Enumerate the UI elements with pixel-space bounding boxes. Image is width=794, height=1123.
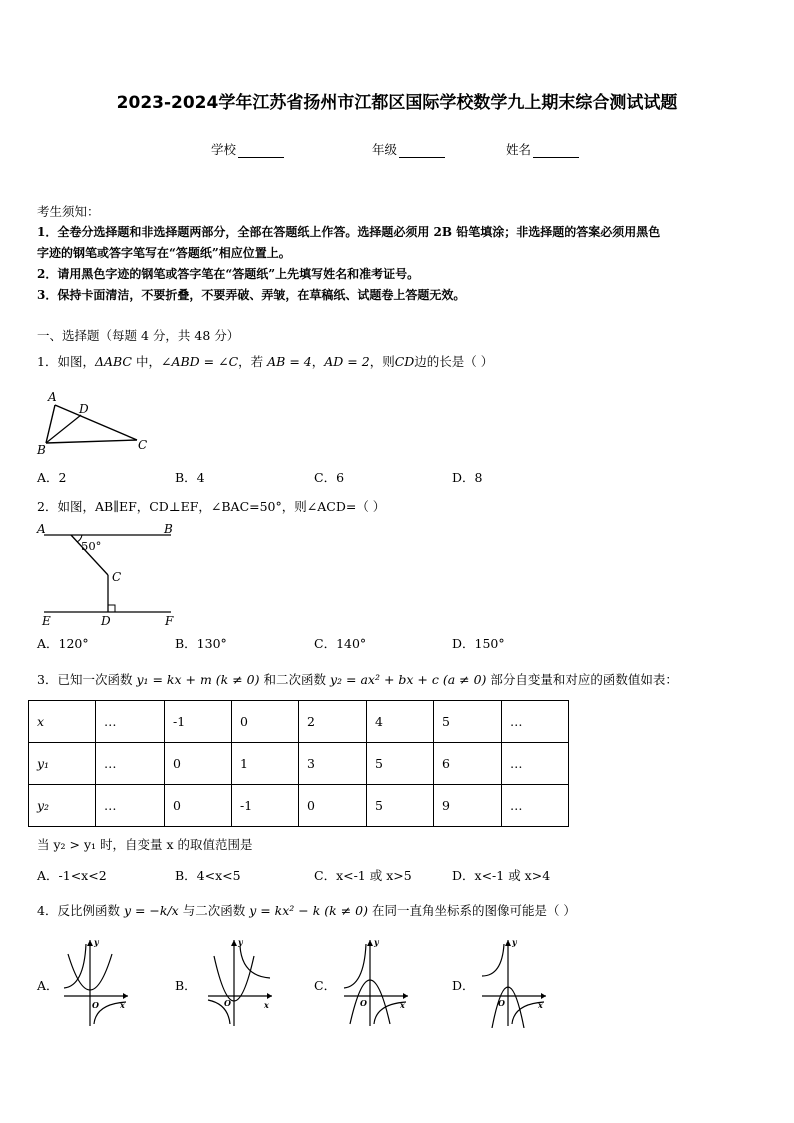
x-label: x bbox=[538, 1000, 543, 1010]
y-label: y bbox=[238, 937, 243, 947]
table-cell: 2 bbox=[299, 701, 367, 743]
q1-triangle: ΔABC bbox=[94, 354, 132, 369]
table-cell: -1 bbox=[165, 701, 232, 743]
table-cell: 0 bbox=[165, 743, 232, 785]
q1-suffix: 边的长是（ ） bbox=[414, 354, 494, 369]
y-label: y bbox=[374, 937, 379, 947]
q1-sep: ， bbox=[311, 354, 325, 369]
q1-cond2: AB = 4 bbox=[267, 354, 312, 369]
origin-label: O bbox=[92, 1000, 99, 1010]
x-label: x bbox=[400, 1000, 405, 1010]
q2-option-d[interactable]: D．150° bbox=[452, 636, 505, 651]
notice-line-1: 1．全卷分选择题和非选择题两部分，全部在答题纸上作答。选择题必须用 2B 铅笔填涂；非选择题的答案必须用黑色 bbox=[37, 225, 661, 239]
table-cell: … bbox=[502, 743, 569, 785]
x-axis-arrow-icon bbox=[403, 993, 408, 999]
q1-label-b: B bbox=[37, 443, 46, 457]
table-row bbox=[29, 701, 569, 743]
q4-stem-c: 在同一直角坐标系的图像可能是（ ） bbox=[367, 903, 576, 918]
q1-label-d: D bbox=[79, 402, 89, 416]
q1-label-c: C bbox=[138, 438, 148, 452]
table-cell: 5 bbox=[367, 743, 434, 785]
q2-label-b: B bbox=[164, 522, 173, 536]
grade-field bbox=[372, 142, 445, 158]
q3-option-c[interactable]: C．x<-1 或 x>5 bbox=[314, 868, 412, 883]
q2-stem: 2．如图，AB∥EF，CD⊥EF，∠BAC=50°，则∠ACD=（ ） bbox=[37, 499, 386, 514]
table-cell: … bbox=[96, 701, 165, 743]
notice-line-1b: 字迹的钢笔或答字笔写在“答题纸”相应位置上。 bbox=[37, 246, 291, 260]
hyperbola-branch bbox=[482, 944, 504, 976]
table-cell: … bbox=[96, 785, 165, 827]
q4-quadratic-function: y = kx² − k (k ≠ 0) bbox=[249, 903, 368, 918]
q4-option-a-label[interactable]: A． bbox=[37, 978, 59, 993]
q3-stem-b: 和二次函数 bbox=[259, 672, 330, 687]
y-axis-arrow-icon bbox=[231, 940, 237, 946]
q2-label-f: F bbox=[165, 614, 174, 628]
q3-option-d[interactable]: D．x<-1 或 x>4 bbox=[452, 868, 551, 883]
q1-option-a[interactable]: A．2 bbox=[37, 470, 67, 485]
q1-target: CD bbox=[394, 354, 415, 369]
q2-option-b[interactable]: B．130° bbox=[175, 636, 227, 651]
q1-mid3: ，则 bbox=[369, 354, 395, 369]
table-cell: y₁ bbox=[29, 743, 96, 785]
q3-value-table bbox=[28, 700, 569, 827]
q3-stem-a: 3．已知一次函数 bbox=[37, 672, 137, 687]
q3-option-b[interactable]: B．4<x<5 bbox=[175, 868, 241, 883]
section-heading: 一、选择题（每题 4 分，共 48 分） bbox=[37, 328, 240, 343]
q2-label-c: C bbox=[112, 570, 122, 584]
y-axis-arrow-icon bbox=[505, 940, 511, 946]
table-cell: 5 bbox=[434, 701, 502, 743]
x-axis-arrow-icon bbox=[267, 993, 272, 999]
school-field bbox=[211, 142, 284, 158]
notice-heading: 考生须知： bbox=[37, 204, 100, 219]
grade-label: 年级 bbox=[372, 142, 398, 157]
table-cell: 9 bbox=[434, 785, 502, 827]
table-cell: 4 bbox=[367, 701, 434, 743]
origin-label: O bbox=[498, 998, 505, 1008]
q1-cond3: AD = 2 bbox=[324, 354, 370, 369]
q4-option-c-label[interactable]: C． bbox=[314, 978, 337, 993]
x-axis-arrow-icon bbox=[123, 993, 128, 999]
q1-cond1: ∠ABD = ∠C bbox=[160, 354, 239, 369]
table-cell: y₂ bbox=[29, 785, 96, 827]
q2-right-angle-mark bbox=[108, 605, 115, 612]
q3-linear-function: y₁ = kx + m (k ≠ 0) bbox=[136, 672, 260, 687]
q1-prefix: 1．如图， bbox=[37, 354, 95, 369]
name-label: 姓名 bbox=[506, 142, 532, 157]
school-label: 学校 bbox=[211, 142, 237, 157]
y-axis-arrow-icon bbox=[367, 940, 373, 946]
y-label: y bbox=[512, 937, 517, 947]
q3-stem bbox=[37, 672, 678, 688]
table-cell: -1 bbox=[232, 785, 299, 827]
table-cell: 0 bbox=[165, 785, 232, 827]
q1-mid: 中， bbox=[132, 354, 161, 369]
notice-line-3: 3．保持卡面清洁，不要折叠，不要弄破、弄皱，在草稿纸、试题卷上答题无效。 bbox=[37, 288, 466, 302]
table-cell: 0 bbox=[299, 785, 367, 827]
q4-option-b-label[interactable]: B． bbox=[175, 978, 197, 993]
q1-label-a: A bbox=[48, 390, 57, 404]
q2-option-a[interactable]: A．120° bbox=[37, 636, 89, 651]
table-row bbox=[29, 785, 569, 827]
q4-graph-a[interactable] bbox=[60, 936, 132, 1028]
q4-graph-b[interactable] bbox=[204, 936, 276, 1028]
q4-inverse-function: y = −k/x bbox=[123, 903, 179, 918]
q2-label-a: A bbox=[37, 522, 46, 536]
school-blank[interactable] bbox=[238, 145, 284, 158]
q3-quadratic-function: y₂ = ax² + bx + c (a ≠ 0) bbox=[329, 672, 487, 687]
origin-label: O bbox=[360, 998, 367, 1008]
x-label: x bbox=[264, 1000, 269, 1010]
hyperbola-branch bbox=[240, 946, 270, 978]
table-cell: 0 bbox=[232, 701, 299, 743]
q1-option-c[interactable]: C．6 bbox=[314, 470, 345, 485]
q2-label-e: E bbox=[42, 614, 51, 628]
origin-label: O bbox=[224, 998, 231, 1008]
q4-graph-d[interactable] bbox=[478, 936, 550, 1028]
q2-angle-label: 50° bbox=[81, 539, 102, 553]
table-cell: … bbox=[502, 785, 569, 827]
q1-triangle-figure bbox=[34, 388, 164, 458]
hyperbola-branch bbox=[64, 944, 86, 988]
q2-option-c[interactable]: C．140° bbox=[314, 636, 367, 651]
q1-option-b[interactable]: B．4 bbox=[175, 470, 205, 485]
q4-graph-c[interactable] bbox=[340, 936, 412, 1028]
q2-figure bbox=[33, 520, 183, 632]
q1-seg-bc bbox=[46, 440, 137, 443]
q4-stem-b: 与二次函数 bbox=[178, 903, 250, 918]
q4-stem-a: 4．反比例函数 bbox=[37, 903, 124, 918]
q3-stem-c: 部分自变量和对应的函数值如表： bbox=[486, 672, 678, 687]
notice-line-2: 2．请用黑色字迹的钢笔或答字笔在“答题纸”上先填写姓名和准考证号。 bbox=[37, 267, 420, 281]
table-row bbox=[29, 743, 569, 785]
q4-option-d-label[interactable]: D． bbox=[452, 978, 475, 993]
table-cell: 5 bbox=[367, 785, 434, 827]
page-title: 2023-2024学年江苏省扬州市江都区国际学校数学九上期末综合测试试题 bbox=[116, 93, 678, 113]
q1-seg-ac bbox=[55, 405, 137, 440]
table-cell: 6 bbox=[434, 743, 502, 785]
table-cell: 3 bbox=[299, 743, 367, 785]
q1-mid2: ，若 bbox=[238, 354, 268, 369]
q1-option-d[interactable]: D．8 bbox=[452, 470, 483, 485]
q3-question: 当 y₂ > y₁ 时，自变量 x 的取值范围是 bbox=[37, 837, 253, 852]
name-field bbox=[506, 142, 579, 158]
x-axis-arrow-icon bbox=[541, 993, 546, 999]
y-axis-arrow-icon bbox=[87, 940, 93, 946]
table-cell: … bbox=[96, 743, 165, 785]
name-blank[interactable] bbox=[533, 145, 579, 158]
table-cell: 1 bbox=[232, 743, 299, 785]
table-cell: … bbox=[502, 701, 569, 743]
q2-label-d: D bbox=[101, 614, 111, 628]
q1-stem bbox=[37, 354, 493, 370]
q4-stem bbox=[37, 903, 576, 919]
table-cell: x bbox=[29, 701, 96, 743]
x-label: x bbox=[120, 1000, 125, 1010]
grade-blank[interactable] bbox=[399, 145, 445, 158]
q3-option-a[interactable]: A．-1<x<2 bbox=[37, 868, 107, 883]
hyperbola-branch bbox=[344, 944, 366, 988]
y-label: y bbox=[94, 937, 99, 947]
